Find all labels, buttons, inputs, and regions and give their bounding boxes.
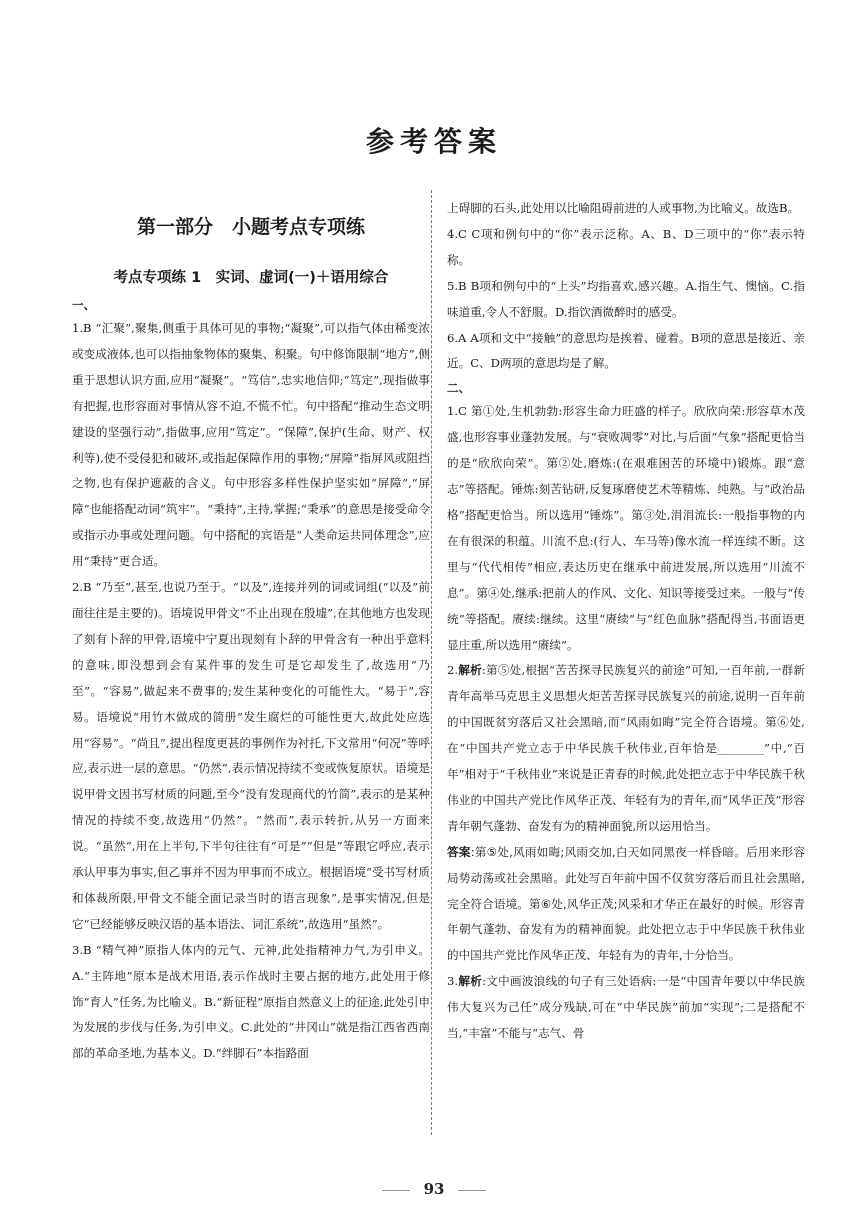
item-lead-label: 解析 [458, 974, 483, 989]
answer-item [447, 222, 805, 274]
answer-item [72, 938, 430, 1068]
item-text: “乃至”,甚至,也说乃至于。“以及”,连接并列的词或词组(“以及”前面往往是主要的)。语境说甲骨文“不止出现在殷墟”,在其他地方也发现了刻有卜辞的甲骨,语境中宁夏出现刻有卜辞的甲骨含有一种出乎意料的意味,即没想到会有某件事的发生可是它却发生了,故选用“乃至”。“容易”,做起来不费事的;发生某种变化的可能性大。“易于”,容易。语境说“用竹木做成的简册”发生腐烂的可能性更大,故此处应选用“容易”。“尚且”,提出程度更甚的事例作为衬托,下文常用“何况”等呼应,表示进一层的意思。“仍然”,表示情况持续不变或恢复原状。语境是说甲骨文因书写材质的问题,至今“没有发现商代的竹简”,表示的是某种情况的持续不变,故选用“仍然”。“然而”,表示转折,从另一方面来说。“虽然”,用在上半句,下半句往往有“可是”“但是”等跟它呼应,表示承认甲事为事实,但乙事并不因为甲事而不成立。根据语境“受书写材质和体裁所限,甲骨文不能全面记录当时的语言现象”,是事实情况,但是它“已经能够反映汉语的基本语法、词汇系统”,故选用“虽然”。 [72, 580, 430, 931]
item-number: 1.B [72, 321, 92, 335]
answer-item [447, 399, 805, 658]
page-title: 参考答案 [365, 125, 502, 158]
group-heading-two: 二、 [447, 381, 471, 396]
answer-item [447, 196, 805, 222]
item-text: C项和例句中的“你”表示泛称。A、B、D三项中的“你”表示特称。 [447, 226, 805, 267]
item-number: 2. [447, 663, 459, 678]
item-text: “精气神”原指人体内的元气、元神,此处指精神力气,为引申义。A.“主阵地”原本是战术用语,表示作战时主要占据的地方,此处用于修饰“育人”任务,为比喻义。B.“新征程”原指自然意义上的征途,此处引申为发展的步伐与任务,为引申义。C.此处的“井冈山”就是指江西省西南部的革命圣地,为基本义。D.“绊脚石”本指路面 [72, 942, 430, 1061]
section-title: 考点专项练 1 实词、虚词(一)＋语用综合 [113, 270, 389, 286]
item-text: :第⑤处,风雨如晦;风雨交加,白天如同黑夜一样昏暗。后用来形容局势动荡或社会黑暗。此处写百年前中国不仅贫穷落后而且社会黑暗,完全符合语境。第⑥处,风华正茂;风采和才华正在最好的时候。形容青年朝气蓬勃、奋发有为的精神面貌。此处把立志于中华民族千秋伟业的中国共产党比作风华正茂、年轻有为的青年,十分恰当。 [447, 844, 805, 963]
answer-item [447, 658, 805, 839]
item-number: 1.C [447, 404, 467, 419]
right-column [447, 196, 805, 1047]
item-lead-label: 解析 [458, 663, 482, 678]
answer-item [447, 326, 805, 378]
group-heading-one: 一、 [72, 298, 96, 312]
left-column [72, 196, 430, 1067]
part-title: 第一部分 小题考点专项练 [136, 216, 365, 238]
answer-item [72, 316, 430, 575]
answer-item [447, 274, 805, 326]
item-text: :第⑤处,根据“苦苦探寻民族复兴的前途”可知,一百年前,一群新青年高举马克思主义思想火炬苦苦探寻民族复兴的前途,说明一百年前的中国既贫穷落后又社会黑暗,而“风雨如晦”完全符合语境。第⑥处,在“中国共产党立志于中华民族千秋伟业,百年恰是________”中,“百年”相对于“千秋伟业”来说是正青春的时候,此处把立志于中华民族千秋伟业的中国共产党比作风华正茂、年轻有为的青年,而“风华正茂”形容青年朝气蓬勃、奋发有为的精神面貌,所以运用恰当。 [447, 663, 805, 833]
item-text: :文中画波浪线的句子有三处语病:一是“中国青年要以中华民族伟大复兴为己任”成分残缺,可在“中华民族”前加“实现”;二是搭配不当,“丰富”不能与“志气、骨 [447, 974, 805, 1041]
item-number: 3. [447, 974, 459, 989]
item-number: 5.B [447, 278, 467, 293]
answer-item [447, 840, 805, 970]
item-number: 4.C [447, 226, 467, 241]
item-lead-label: 答案 [447, 844, 471, 859]
page-number: 93 [0, 1180, 868, 1198]
item-number: 3.B [72, 942, 92, 957]
item-number: 6.A [447, 330, 467, 345]
answer-item [72, 575, 430, 938]
item-text: 第①处,生机勃勃:形容生命力旺盛的样子。欣欣向荣:形容草木茂盛,也形容事业蓬勃发展。与“衰败凋零”对比,与后面“气象”搭配更恰当的是“欣欣向荣”。第②处,磨炼:(在艰难困苦的环境中)锻炼。跟“意志”等搭配。锤炼:刻苦钻研,反复琢磨使艺术等精炼、纯熟。与“政治品格”搭配更恰当。所以选用“锤炼”。第③处,涓涓流长:一般指事物的内在有很深的积蕴。川流不息:(行人、车马等)像水流一样连续不断。这里与“代代相传”相应,表达历史在继承中前进发展,所以选用“川流不息”。第④处,继承:把前人的作风、文化、知识等接受过来。一般与“传统”等搭配。赓续:继续。这里“赓续”与“红色血脉”搭配得当,书面语更显庄重,所以选用“赓续”。 [447, 404, 805, 652]
item-text: “汇聚”,聚集,侧重于具体可见的事物;“凝聚”,可以指气体由稀变浓或变成液体,也可以指抽象物体的聚集、积聚。句中修饰限制“地方”,侧重于思想认识方面,应用“凝聚”。“笃信”,忠实地信仰;“笃定”,现指做事有把握,也形容面对事情从容不迫,不慌不忙。句中搭配“推动生态文明建设的坚强行动”,指做事,应用“笃定”。“保障”,保护(生命、财产、权利等),使不受侵犯和破坏,或指起保障作用的事物;“屏障”指屏风或阻挡之物,也有保护遮蔽的含义。句中形容多样性保护坚实如“屏障”,“屏障”也能搭配动词“筑牢”。“秉持”,主持,掌握;“秉承”的意思是接受命令或指示办事或处理问题。句中搭配的宾语是“人类命运共同体理念”,应用“秉持”更合适。 [72, 321, 430, 569]
item-number: 2.B [72, 580, 92, 595]
answer-item [447, 969, 805, 1047]
column-divider [431, 190, 432, 1135]
item-text: B项和例句中的“上头”均指喜欢,感兴趣。A.指生气、懊恼。C.指味道重,令人不舒服。D.指饮酒微醉时的感受。 [447, 278, 806, 319]
item-text: 上碍脚的石头,此处用以比喻阻碍前进的人或事物,为比喻义。故选B。 [447, 201, 800, 215]
item-text: A项和文中“接触”的意思均是挨着、碰着。B项的意思是接近、亲近。C、D两项的意思均是了解。 [447, 330, 805, 371]
